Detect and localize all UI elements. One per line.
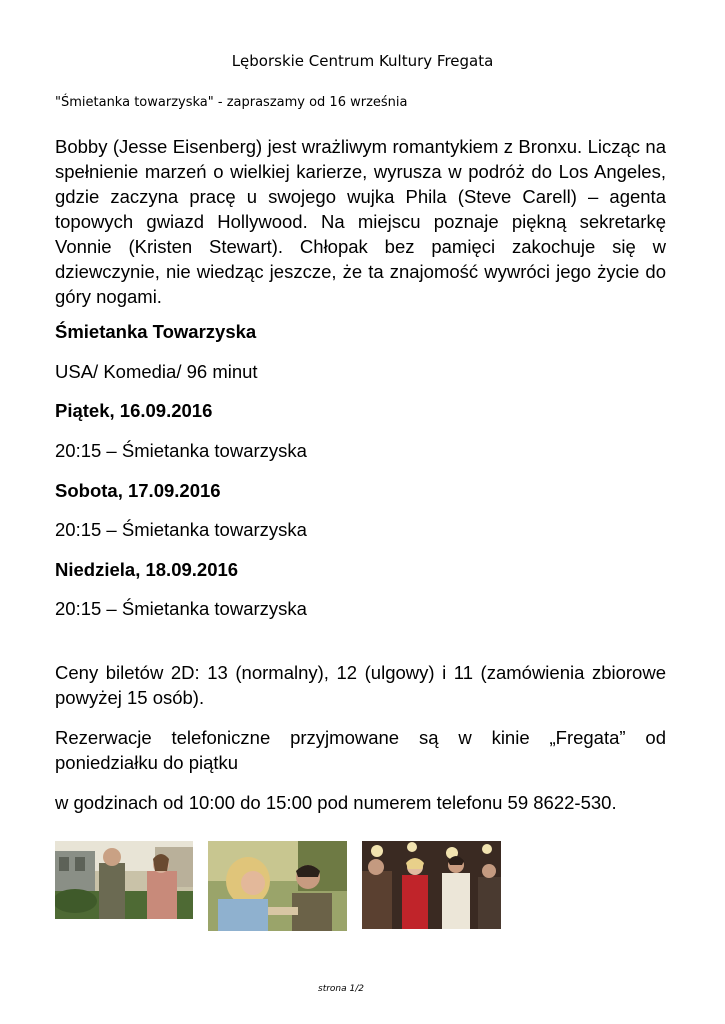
schedule-show: 20:15 – Śmietanka towarzyska [55,440,307,461]
ticket-prices: Ceny biletów 2D: 13 (normalny), 12 (ulgowy) i 11 (zamówienia zbiorowe powyżej 15 osób). [55,662,666,708]
film-description: Bobby (Jesse Eisenberg) jest wrażliwym romantykiem z Bronxu. Licząc na spełnienie marzeń o wielkiej karierze, wyrusza w podróż do Los Angeles, gdzie zaczyna pracę u swojego wujka Phila (Steve Carell) – agenta topowych gwiazd Hollywood. Na miejscu poznaje piękną sekretarkę Vonnie (Kristen Stewart). Chłopak bez pamięci zakochuje się w dziewczynie, nie wiedząc jeszcze, że ta znajomość wywróci jego życie do góry nogami. [55,136,666,307]
film-still-photo-3 [362,841,501,929]
photo-strip [55,841,501,931]
document-subtitle: "Śmietanka towarzyska" - zapraszamy od 16 września [55,95,408,110]
reservation-hours: w godzinach od 10:00 do 15:00 pod numerem telefonu 59 8622-530. [55,792,617,813]
reservation-info: Rezerwacje telefoniczne przyjmowane są w kinie „Fregata” od poniedziałku do piątku [55,727,666,773]
schedule-day: Sobota, 17.09.2016 [55,480,221,501]
page-number: strona 1/2 [318,984,364,994]
film-still-photo-1 [55,841,193,919]
schedule-day: Piątek, 16.09.2016 [55,400,213,421]
schedule-day: Niedziela, 18.09.2016 [55,559,239,580]
film-info: USA/ Komedia/ 96 minut [55,361,258,382]
film-title: Śmietanka Towarzyska [55,321,257,342]
schedule-show: 20:15 – Śmietanka towarzyska [55,598,307,619]
schedule-show: 20:15 – Śmietanka towarzyska [55,519,307,540]
document-title: Lęborskie Centrum Kultury Fregata [231,52,494,70]
film-still-photo-2 [208,841,347,931]
